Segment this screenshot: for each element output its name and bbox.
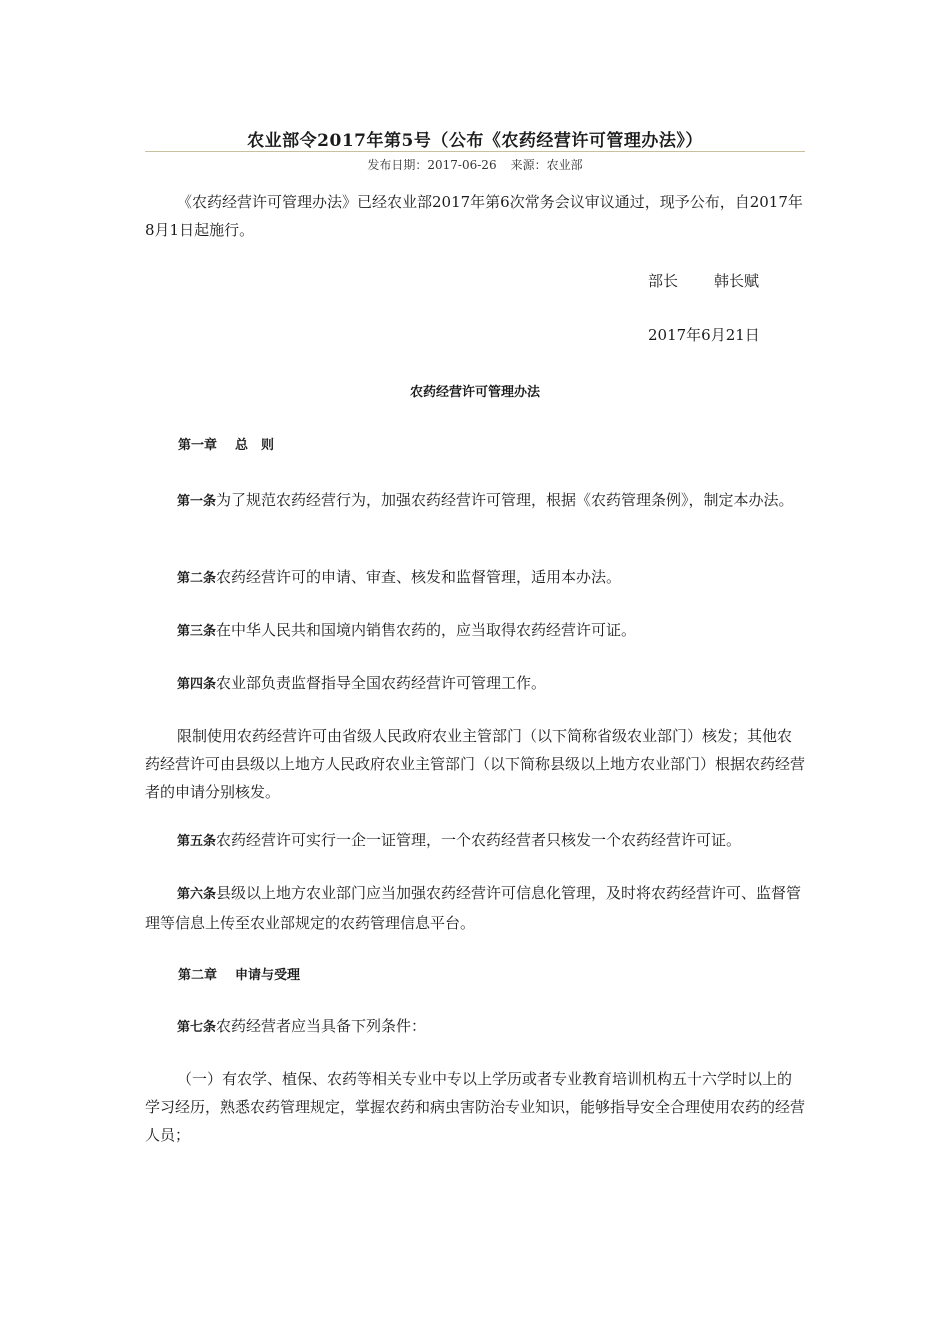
- article-6: [145, 879, 805, 937]
- article-label: 第七条: [177, 1020, 217, 1035]
- preamble-paragraph: 《农药经营许可管理办法》已经农业部2017年第6次常务会议审议通过，现予公布，自2017年8月1日起施行。: [145, 193, 803, 239]
- article-text: 农药经营许可实行一企一证管理，一个农药经营者只核发一个农药经营许可证。: [216, 831, 742, 849]
- chapter-name: 总 则: [235, 438, 275, 453]
- signature-date: 2017年6月21日: [648, 326, 760, 344]
- regulation-title: 农药经营许可管理办法: [409, 385, 540, 400]
- article-text: 农业部负责监督指导全国农药经营许可管理工作。: [216, 674, 547, 692]
- article-text: 在中华人民共和国境内销售农药的，应当取得农药经营许可证。: [216, 621, 637, 639]
- chapter-number: 第一章: [178, 438, 218, 453]
- article-2: [145, 563, 805, 593]
- title-divider: [145, 151, 805, 152]
- article-label: 第一条: [177, 494, 217, 509]
- chapter-two-heading: [178, 964, 300, 983]
- article-text: 农药经营许可的申请、审查、核发和监督管理，适用本办法。: [216, 568, 622, 586]
- article-text: 农药经营者应当具备下列条件：: [216, 1017, 427, 1035]
- source: 来源：农业部: [510, 158, 583, 172]
- article-7-item-1: （一）有农学、植保、农药等相关专业中专以上学历或者专业教育培训机构五十六学时以上的学习经历，熟悉农药管理规定，掌握农药和病虫害防治专业知识，能够指导安全合理使用农药的经营人员；: [145, 1070, 806, 1144]
- signature-name: 韩长赋: [714, 272, 760, 290]
- signature-line: [648, 270, 759, 291]
- article-text: 为了规范农药经营行为，加强农药经营许可管理，根据《农药管理条例》，制定本办法。: [216, 491, 794, 509]
- article-5: [145, 826, 805, 856]
- article-4-paragraph-2: 限制使用农药经营许可由省级人民政府农业主管部门（以下简称省级农业部门）核发；其他农药经营许可由县级以上地方人民政府农业主管部门（以下简称县级以上地方农业部门）根据农药经营者的申请分别核发。: [145, 727, 806, 801]
- chapter-one-heading: [178, 434, 274, 453]
- article-label: 第五条: [177, 834, 217, 849]
- article-4: [145, 669, 805, 699]
- article-3: [145, 616, 805, 646]
- article-label: 第二条: [177, 571, 217, 586]
- article-1: [145, 486, 805, 516]
- chapter-name: 申请与受理: [235, 968, 301, 983]
- document-title: 农业部令2017年第5号（公布《农药经营许可管理办法》）: [247, 131, 703, 151]
- article-label: 第三条: [177, 624, 217, 639]
- publish-date: 发布日期：2017-06-26: [367, 158, 497, 172]
- article-7: [145, 1012, 805, 1042]
- signature-title: 部长: [648, 272, 679, 290]
- article-label: 第四条: [177, 677, 217, 692]
- chapter-number: 第二章: [178, 968, 218, 983]
- article-text: 县级以上地方农业部门应当加强农药经营许可信息化管理，及时将农药经营许可、监督管理等信息上传至农业部规定的农药管理信息平台。: [145, 884, 802, 932]
- article-label: 第六条: [177, 887, 217, 902]
- document-meta: [145, 156, 805, 173]
